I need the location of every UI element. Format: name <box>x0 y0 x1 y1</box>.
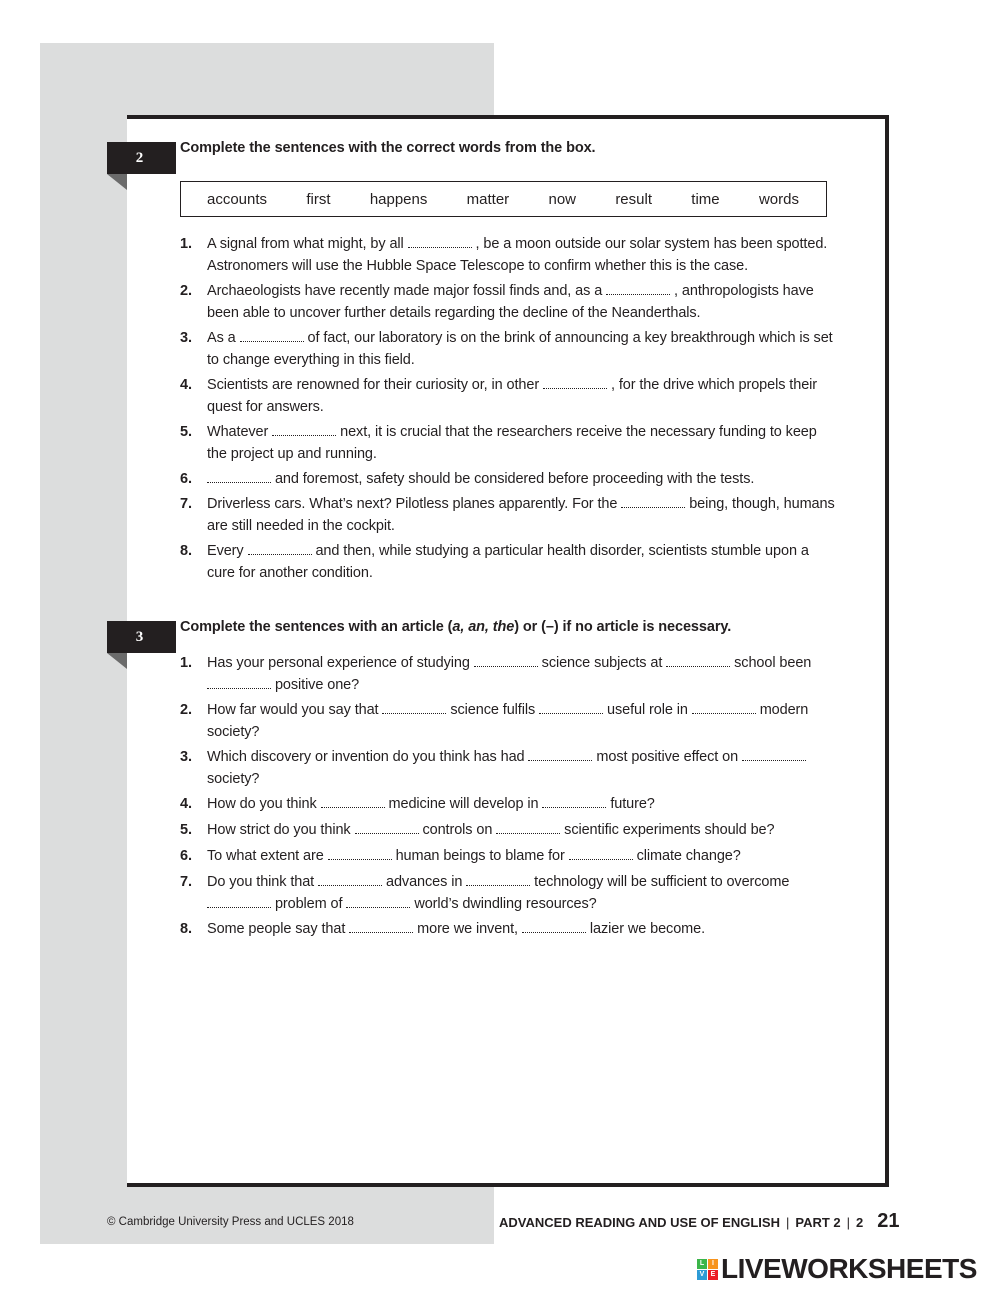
answer-blank[interactable] <box>272 423 336 436</box>
answer-blank[interactable] <box>692 701 756 714</box>
exercise-3-number: 3 <box>135 628 144 645</box>
answer-blank[interactable] <box>474 654 538 667</box>
exercise-2-item-8 <box>180 540 840 584</box>
exercise-2-item-1 <box>180 233 840 277</box>
exercise-2-item-4 <box>180 374 840 418</box>
sentence-text: Archaeologists have recently made major fossil finds and, as a <box>207 283 603 299</box>
answer-blank[interactable] <box>569 847 633 860</box>
sentence-text: technology will be sufficient to overcome <box>534 874 790 890</box>
sentence-text: Whatever <box>207 424 269 440</box>
item-number: 4. <box>180 796 192 812</box>
word-box-item: first <box>306 190 331 208</box>
section-number: 2 <box>856 1215 864 1230</box>
sentence-text: Do you think that <box>207 874 315 890</box>
sentence-text: of fact, our laboratory is on the brink of announcing a key breakthrough which is set to change everything in this field. <box>207 330 833 368</box>
answer-blank[interactable] <box>355 821 419 834</box>
sentence-text: future? <box>610 796 655 812</box>
exercise-3-item-6 <box>180 845 840 867</box>
word-box-item: now <box>548 190 577 208</box>
page-number: 21 <box>877 1210 900 1232</box>
word-box-item: result <box>615 190 652 208</box>
item-number: 6. <box>180 848 192 864</box>
sentence-text: , for the drive which propels their quest for answers. <box>207 377 818 415</box>
sentence-text: Which discovery or invention do you think has had <box>207 749 525 765</box>
answer-blank[interactable] <box>240 329 304 342</box>
exercise-2-number: 2 <box>135 149 144 166</box>
exercise-2-number-tab <box>107 142 176 174</box>
sentence-text: To what extent are <box>207 848 324 864</box>
sentence-text: Every <box>207 543 244 559</box>
answer-blank[interactable] <box>207 470 271 483</box>
answer-blank[interactable] <box>466 873 530 886</box>
exercise-2-tab-fold <box>107 174 127 190</box>
answer-blank[interactable] <box>742 748 806 761</box>
exercise-2-item-2 <box>180 280 840 324</box>
sentence-text: A signal from what might, by all <box>207 236 404 252</box>
sentence-text: advances in <box>386 874 463 890</box>
answer-blank[interactable] <box>496 821 560 834</box>
sentence-text: science fulfils <box>450 702 536 718</box>
logo-letter-v: V <box>697 1270 707 1280</box>
word-box-item: matter <box>466 190 510 208</box>
sentence-text: Scientists are renowned for their curiosity or, in other <box>207 377 540 393</box>
answer-blank[interactable] <box>207 676 271 689</box>
answer-blank[interactable] <box>539 701 603 714</box>
liveworksheets-logo[interactable] <box>697 1253 977 1285</box>
answer-blank[interactable] <box>328 847 392 860</box>
sentence-text: world’s dwindling resources? <box>414 896 597 912</box>
exercise-3-item-3 <box>180 746 840 790</box>
exercise-3-instruction <box>180 619 731 635</box>
sentence-text: How do you think <box>207 796 317 812</box>
brand-name: LIVEWORKSHEETS <box>721 1253 977 1284</box>
answer-blank[interactable] <box>207 895 271 908</box>
item-number: 5. <box>180 424 192 440</box>
answer-blank[interactable] <box>318 873 382 886</box>
answer-blank[interactable] <box>346 895 410 908</box>
answer-blank[interactable] <box>528 748 592 761</box>
sentence-text: science subjects at <box>541 655 663 671</box>
sentence-text: most positive effect on <box>596 749 739 765</box>
word-box <box>180 181 827 217</box>
sentence-text: being, though, humans are still needed in the cockpit. <box>207 496 835 534</box>
exercise-3-tab-fold <box>107 653 127 669</box>
item-number: 3. <box>180 330 192 346</box>
sentence-text: , be a moon outside our solar system has been spotted. Astronomers will use the Hubble Space Telescope to confirm whether this is the case. <box>207 236 828 274</box>
answer-blank[interactable] <box>349 920 413 933</box>
answer-blank[interactable] <box>522 920 586 933</box>
sentence-text: society? <box>207 771 260 787</box>
instruction-text: Complete the sentences with an article ( <box>180 619 453 635</box>
answer-blank[interactable] <box>666 654 730 667</box>
sentence-text: scientific experiments should be? <box>564 822 775 838</box>
sentence-text: positive one? <box>274 677 360 693</box>
sentence-text: How strict do you think <box>207 822 351 838</box>
answer-blank[interactable] <box>543 376 607 389</box>
item-number: 8. <box>180 921 192 937</box>
sentence-text: useful role in <box>606 702 688 718</box>
exercise-2-list <box>180 233 840 584</box>
liveworksheets-icon <box>697 1259 718 1280</box>
exercise-2-item-3 <box>180 327 840 371</box>
item-number: 1. <box>180 236 192 252</box>
item-number: 5. <box>180 822 192 838</box>
sentence-text: As a <box>207 330 236 346</box>
sentence-text: climate change? <box>636 848 741 864</box>
answer-blank[interactable] <box>606 282 670 295</box>
logo-letter-e: E <box>708 1270 718 1280</box>
sentence-text: medicine will develop in <box>388 796 539 812</box>
answer-blank[interactable] <box>542 795 606 808</box>
word-box-item: words <box>758 190 799 208</box>
answer-blank[interactable] <box>382 701 446 714</box>
item-number: 1. <box>180 655 192 671</box>
copyright-notice: © Cambridge University Press and UCLES 2018 <box>107 1216 354 1228</box>
sentence-text: and then, while studying a particular health disorder, scientists stumble upon a cure for another condition. <box>207 543 809 581</box>
answer-blank[interactable] <box>321 795 385 808</box>
sentence-text: modern society? <box>207 702 809 740</box>
footer-separator: | <box>785 1215 790 1230</box>
item-number: 2. <box>180 283 192 299</box>
logo-letter-l: L <box>697 1259 707 1269</box>
item-number: 3. <box>180 749 192 765</box>
word-box-item: happens <box>369 190 428 208</box>
answer-blank[interactable] <box>621 495 685 508</box>
sentence-text: more we invent, <box>417 921 518 937</box>
answer-blank[interactable] <box>408 235 472 248</box>
exercise-2-instruction: Complete the sentences with the correct words from the box. <box>180 140 596 156</box>
sentence-text: school been <box>734 655 812 671</box>
exercise-3-item-2 <box>180 699 840 743</box>
sentence-text: and foremost, safety should be considered before proceeding with the tests. <box>274 471 755 487</box>
sentence-text: Driverless cars. What’s next? Pilotless planes apparently. For the <box>207 496 618 512</box>
item-number: 7. <box>180 496 192 512</box>
item-number: 8. <box>180 543 192 559</box>
instruction-text: ) or (–) if no article is necessary. <box>514 619 732 635</box>
exercise-3-item-7 <box>180 871 840 915</box>
sentence-text: Has your personal experience of studying <box>207 655 470 671</box>
exercise-2-item-7 <box>180 493 840 537</box>
exercise-3-list <box>180 652 840 940</box>
sentence-text: How far would you say that <box>207 702 379 718</box>
item-number: 2. <box>180 702 192 718</box>
page-footer <box>499 1210 900 1233</box>
sentence-text: controls on <box>422 822 493 838</box>
exercise-3-item-4 <box>180 793 840 815</box>
sentence-text: human beings to blame for <box>395 848 565 864</box>
item-number: 7. <box>180 874 192 890</box>
exercise-3-number-tab <box>107 621 176 653</box>
answer-blank[interactable] <box>248 542 312 555</box>
sentence-text: lazier we become. <box>589 921 706 937</box>
word-box-item: accounts <box>207 190 268 208</box>
sentence-text: next, it is crucial that the researchers receive the necessary funding to keep the project up and running. <box>207 424 817 462</box>
footer-separator: | <box>846 1215 851 1230</box>
item-number: 4. <box>180 377 192 393</box>
exercise-2-item-6 <box>180 468 840 490</box>
item-number: 6. <box>180 471 192 487</box>
exercise-2-item-5 <box>180 421 840 465</box>
part-label: PART 2 <box>795 1215 841 1230</box>
word-box-item: time <box>691 190 720 208</box>
exercise-3-item-5 <box>180 819 840 841</box>
book-title: ADVANCED READING AND USE OF ENGLISH <box>499 1215 780 1230</box>
sentence-text: problem of <box>274 896 343 912</box>
instruction-articles: a, an, the <box>452 619 515 635</box>
sentence-text: Some people say that <box>207 921 346 937</box>
exercise-3-item-1 <box>180 652 840 696</box>
logo-letter-i: I <box>708 1259 718 1269</box>
exercise-3-item-8 <box>180 918 840 940</box>
sentence-text: , anthropologists have been able to uncover further details regarding the decline of the Neanderthals. <box>207 283 814 321</box>
